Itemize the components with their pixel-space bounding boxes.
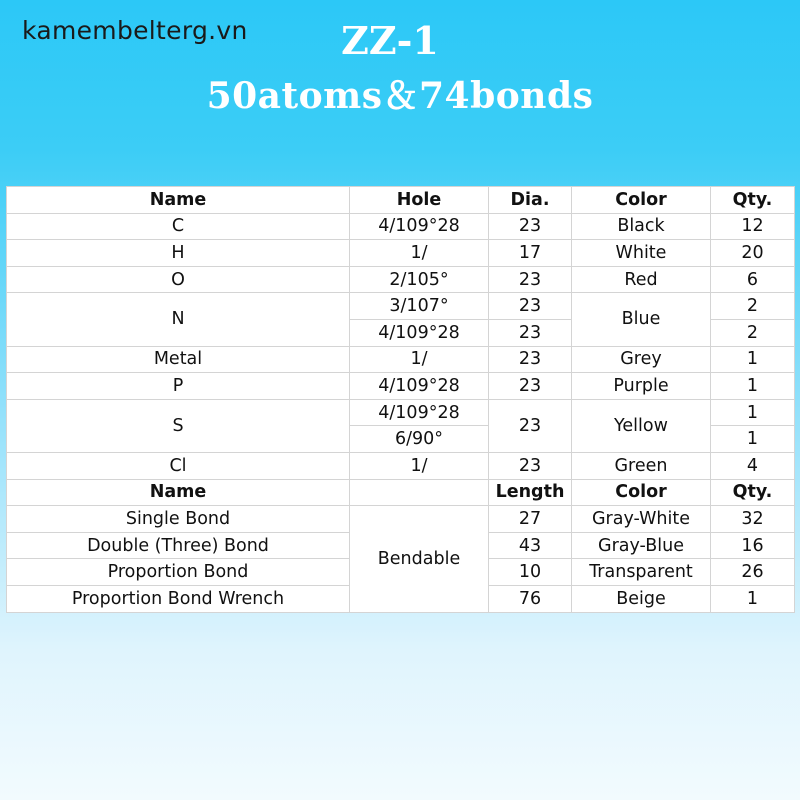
- bond-color: Gray-White: [572, 506, 711, 533]
- atom-color: Yellow: [572, 399, 711, 452]
- bond-color: Beige: [572, 585, 711, 612]
- atom-dia: 23: [489, 373, 572, 400]
- atom-dia: 23: [489, 213, 572, 240]
- bond-qty: 26: [711, 559, 795, 586]
- atom-color: Red: [572, 266, 711, 293]
- atom-color: Black: [572, 213, 711, 240]
- atom-qty: 2: [711, 319, 795, 346]
- bond-qty: 32: [711, 506, 795, 533]
- table-row: [7, 452, 795, 479]
- atom-name: N: [7, 293, 350, 346]
- atom-color: White: [572, 240, 711, 267]
- bond-name: Single Bond: [7, 506, 350, 533]
- atom-name: Cl: [7, 452, 350, 479]
- atom-qty: 1: [711, 426, 795, 453]
- atom-dia: 17: [489, 240, 572, 267]
- atom-dia: 23: [489, 452, 572, 479]
- atom-qty: 1: [711, 399, 795, 426]
- atom-qty: 6: [711, 266, 795, 293]
- watermark-text: kamembelterg.vn: [22, 16, 248, 45]
- product-subtitle: 50atoms＆74bonds: [206, 75, 594, 117]
- bond-length: 43: [489, 532, 572, 559]
- header-hole: Hole: [350, 187, 489, 214]
- atom-dia: 23: [489, 266, 572, 293]
- header-length: Length: [489, 479, 572, 506]
- atom-qty: 12: [711, 213, 795, 240]
- bonds-header-row: [7, 479, 795, 506]
- atom-hole: 4/109°28: [350, 213, 489, 240]
- bond-qty: 16: [711, 532, 795, 559]
- atom-name: H: [7, 240, 350, 267]
- atom-hole: 1/: [350, 452, 489, 479]
- header-color: Color: [572, 479, 711, 506]
- atom-color: Purple: [572, 373, 711, 400]
- table-row: [7, 213, 795, 240]
- atom-qty: 20: [711, 240, 795, 267]
- atom-hole: 6/90°: [350, 426, 489, 453]
- bond-length: 10: [489, 559, 572, 586]
- atom-dia: 23: [489, 319, 572, 346]
- product-title: ZZ-1: [341, 18, 439, 63]
- bond-name: Proportion Bond: [7, 559, 350, 586]
- header-dia: Dia.: [489, 187, 572, 214]
- header-name: Name: [7, 479, 350, 506]
- atom-qty: 1: [711, 373, 795, 400]
- atom-qty: 2: [711, 293, 795, 320]
- header-blank: [350, 479, 489, 506]
- bond-color: Gray-Blue: [572, 532, 711, 559]
- atom-dia: 23: [489, 293, 572, 320]
- table-row: [7, 346, 795, 373]
- atom-hole: 1/: [350, 240, 489, 267]
- atom-hole: 4/109°28: [350, 399, 489, 426]
- bond-bendable-note: Bendable: [350, 506, 489, 612]
- atom-color: Blue: [572, 293, 711, 346]
- header-qty: Qty.: [711, 187, 795, 214]
- header-color: Color: [572, 187, 711, 214]
- table-row: [7, 373, 795, 400]
- bond-name: Proportion Bond Wrench: [7, 585, 350, 612]
- atom-name: C: [7, 213, 350, 240]
- atom-dia: 23: [489, 346, 572, 373]
- bond-length: 76: [489, 585, 572, 612]
- table-row: [7, 506, 795, 533]
- spec-table: [6, 186, 795, 613]
- atoms-header-row: [7, 187, 795, 214]
- atom-qty: 1: [711, 346, 795, 373]
- atom-hole: 2/105°: [350, 266, 489, 293]
- bond-name: Double (Three) Bond: [7, 532, 350, 559]
- table-row: [7, 266, 795, 293]
- atom-color: Grey: [572, 346, 711, 373]
- atom-name: O: [7, 266, 350, 293]
- bond-color: Transparent: [572, 559, 711, 586]
- atom-color: Green: [572, 452, 711, 479]
- atom-qty: 4: [711, 452, 795, 479]
- header-name: Name: [7, 187, 350, 214]
- atom-hole: 1/: [350, 346, 489, 373]
- atom-name: S: [7, 399, 350, 452]
- atom-hole: 3/107°: [350, 293, 489, 320]
- atom-dia: 23: [489, 399, 572, 452]
- atom-name: Metal: [7, 346, 350, 373]
- atom-hole: 4/109°28: [350, 373, 489, 400]
- bond-length: 27: [489, 506, 572, 533]
- spec-table-container: [6, 186, 794, 613]
- atom-name: P: [7, 373, 350, 400]
- table-row: [7, 399, 795, 426]
- table-row: [7, 240, 795, 267]
- table-row: [7, 293, 795, 320]
- bond-qty: 1: [711, 585, 795, 612]
- atom-hole: 4/109°28: [350, 319, 489, 346]
- header-qty: Qty.: [711, 479, 795, 506]
